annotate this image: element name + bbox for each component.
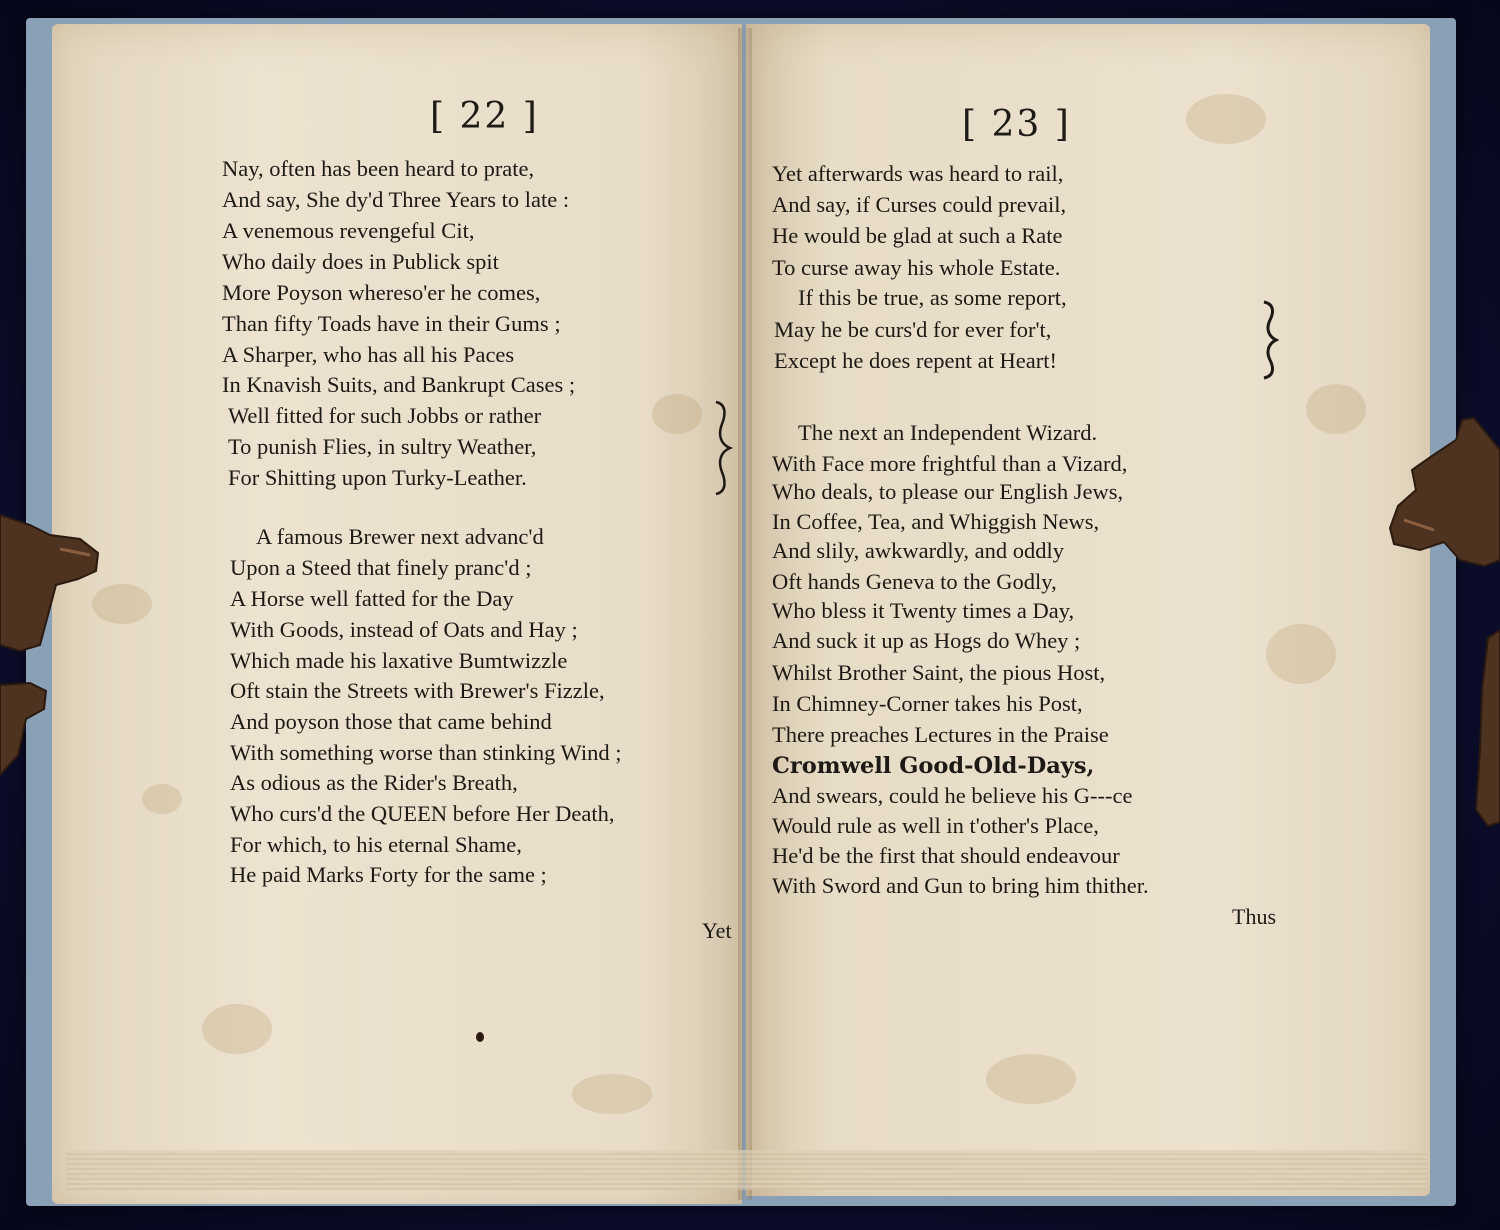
brace-bracket	[710, 400, 736, 496]
metal-clip-right	[1384, 410, 1500, 830]
verse-line: The next an Independent Wizard.	[798, 420, 1098, 445]
foxing-spot	[1306, 384, 1366, 434]
verse-line: He paid Marks Forty for the same ;	[230, 862, 547, 887]
verse-line: There preaches Lectures in the Praise	[772, 722, 1109, 747]
right-page-text	[772, 161, 1292, 901]
verse-line: Would rule as well in t'other's Place,	[772, 813, 1099, 838]
verse-line: He'd be the first that should endeavour	[772, 843, 1120, 868]
verse-line: Which made his laxative Bumtwizzle	[230, 648, 568, 673]
verse-line: And swears, could he believe his G---ce	[772, 783, 1133, 808]
verse-line: Except he does repent at Heart!	[774, 348, 1057, 373]
verse-line: Whilst Brother Saint, the pious Host,	[772, 660, 1106, 685]
foxing-spot	[202, 1004, 272, 1054]
verse-line: To curse away his whole Estate.	[772, 255, 1061, 280]
verse-line: Cromwell Good-Old-Days,	[772, 753, 1095, 779]
verse-line: In Knavish Suits, and Bankrupt Cases ;	[222, 372, 576, 397]
book-gutter	[738, 28, 752, 1200]
verse-line: To punish Flies, in sultry Weather,	[228, 434, 537, 459]
verse-line: If this be true, as some report,	[798, 285, 1067, 310]
verse-line: Than fifty Toads have in their Gums ;	[222, 311, 561, 336]
verse-line: As odious as the Rider's Breath,	[230, 770, 518, 795]
verse-line: Who bless it Twenty times a Day,	[772, 598, 1075, 623]
verse-line: With something worse than stinking Wind ;	[230, 740, 622, 765]
foxing-spot	[986, 1054, 1076, 1104]
verse-line: He would be glad at such a Rate	[772, 223, 1063, 248]
foxing-spot	[1186, 94, 1266, 144]
left-page-number: [ 22 ]	[430, 96, 539, 137]
verse-line: For Shitting upon Turky-Leather.	[228, 465, 527, 490]
right-catchword: Thus	[1232, 904, 1276, 929]
verse-line: Oft stain the Streets with Brewer's Fizzle,	[230, 678, 605, 703]
verse-line: Oft hands Geneva to the Godly,	[772, 569, 1057, 594]
verse-line: And say, She dy'd Three Years to late :	[222, 187, 570, 212]
verse-line: In Chimney-Corner takes his Post,	[772, 691, 1083, 716]
brace-bracket	[1258, 300, 1282, 380]
verse-line: Who daily does in Publick spit	[222, 249, 499, 274]
verse-line: With Sword and Gun to bring him thither.	[772, 873, 1149, 898]
verse-line: Nay, often has been heard to prate,	[222, 156, 535, 181]
left-page-text	[222, 156, 732, 896]
verse-line: A famous Brewer next advanc'd	[256, 524, 544, 549]
metal-clip-left	[0, 505, 104, 795]
verse-line: With Face more frightful than a Vizard,	[772, 451, 1128, 476]
foxing-spot	[142, 784, 182, 814]
verse-line: And suck it up as Hogs do Whey ;	[772, 628, 1081, 653]
verse-line: A Sharper, who has all his Paces	[222, 342, 515, 367]
verse-line: A venemous revengeful Cit,	[222, 218, 475, 243]
verse-line: Upon a Steed that finely pranc'd ;	[230, 555, 532, 580]
verse-line: And say, if Curses could prevail,	[772, 192, 1067, 217]
verse-line: And poyson those that came behind	[230, 709, 552, 734]
left-catchword: Yet	[702, 918, 732, 943]
verse-line: For which, to his eternal Shame,	[230, 832, 522, 857]
right-page-number: [ 23 ]	[962, 104, 1071, 145]
foxing-spot	[572, 1074, 652, 1114]
verse-line: In Coffee, Tea, and Whiggish News,	[772, 509, 1100, 534]
verse-line: Well fitted for such Jobbs or rather	[228, 403, 542, 428]
verse-line: With Goods, instead of Oats and Hay ;	[230, 617, 578, 642]
verse-line: Who deals, to please our English Jews,	[772, 479, 1124, 504]
verse-line: And slily, awkwardly, and oddly	[772, 538, 1065, 563]
verse-line: May he be curs'd for ever for't,	[774, 317, 1052, 342]
page-edges	[66, 1150, 1426, 1190]
ink-blot	[476, 1032, 484, 1042]
verse-line: A Horse well fatted for the Day	[230, 586, 514, 611]
verse-line: Who curs'd the QUEEN before Her Death,	[230, 801, 615, 826]
verse-line: More Poyson whereso'er he comes,	[222, 280, 541, 305]
verse-line: Yet afterwards was heard to rail,	[772, 161, 1064, 186]
